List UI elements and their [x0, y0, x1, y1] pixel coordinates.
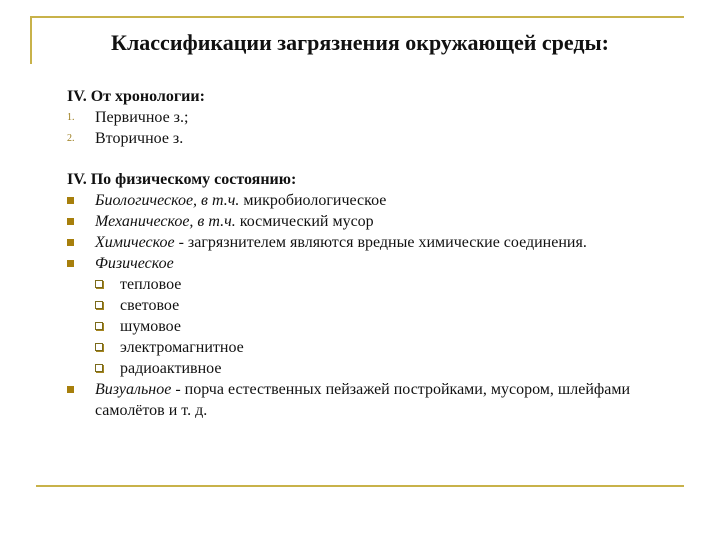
item-text: микробиологическое [239, 192, 387, 209]
item-emphasis: Механическое, в т.ч. [95, 213, 236, 230]
list-item-visual [67, 379, 687, 421]
hollow-square-bullet-icon [95, 343, 103, 351]
section-heading-physical-state: IV. По физическому состоянию: [67, 171, 297, 188]
sub-item-text: шумовое [120, 318, 181, 335]
sub-item-text: радиоактивное [120, 360, 222, 377]
sub-item-electromagnetic [67, 337, 687, 358]
square-bullet-icon [67, 386, 74, 393]
frame-left-line [30, 16, 32, 64]
item-text: - порча естественных пейзажей постройками, мусором, шлейфами самолётов и т. д. [95, 381, 631, 419]
sub-item-text: тепловое [120, 276, 182, 293]
hollow-square-bullet-icon [95, 280, 103, 288]
sub-item-text: электромагнитное [120, 339, 244, 356]
square-bullet-icon [67, 197, 74, 204]
list-item-physical [67, 253, 687, 274]
list-item-mechanical [67, 211, 687, 232]
list-item-chemical [67, 232, 687, 253]
list-number: 1. [67, 112, 75, 123]
hollow-square-bullet-icon [95, 322, 103, 330]
square-bullet-icon [67, 218, 74, 225]
slide-content [67, 86, 687, 421]
item-emphasis: Визуальное [95, 381, 172, 398]
square-bullet-icon [67, 260, 74, 267]
square-bullet-icon [67, 239, 74, 246]
hollow-square-bullet-icon [95, 364, 103, 372]
item-emphasis: Химическое [95, 234, 175, 251]
list-item [67, 107, 687, 128]
list-item-text: Вторичное з. [95, 130, 184, 147]
item-emphasis: Физическое [95, 255, 174, 272]
hollow-square-bullet-icon [95, 301, 103, 309]
list-item-biological [67, 190, 687, 211]
sub-item-light [67, 295, 687, 316]
list-item-text: Первичное з.; [95, 109, 189, 126]
list-item [67, 128, 687, 149]
frame-top-line [30, 16, 684, 18]
sub-item-noise [67, 316, 687, 337]
slide-title: Классификации загрязнения окружающей среды: [111, 30, 609, 55]
sub-item-thermal [67, 274, 687, 295]
frame-bottom-line [36, 485, 684, 487]
sub-item-radioactive [67, 358, 687, 379]
item-text: - загрязнителем являются вредные химические соединения. [174, 234, 587, 251]
sub-item-text: световое [120, 297, 180, 314]
section-heading-chronology: IV. От хронологии: [67, 88, 205, 105]
list-number: 2. [67, 133, 75, 144]
item-emphasis: Биологическое, в т.ч. [95, 192, 240, 209]
item-text: космический мусор [235, 213, 374, 230]
